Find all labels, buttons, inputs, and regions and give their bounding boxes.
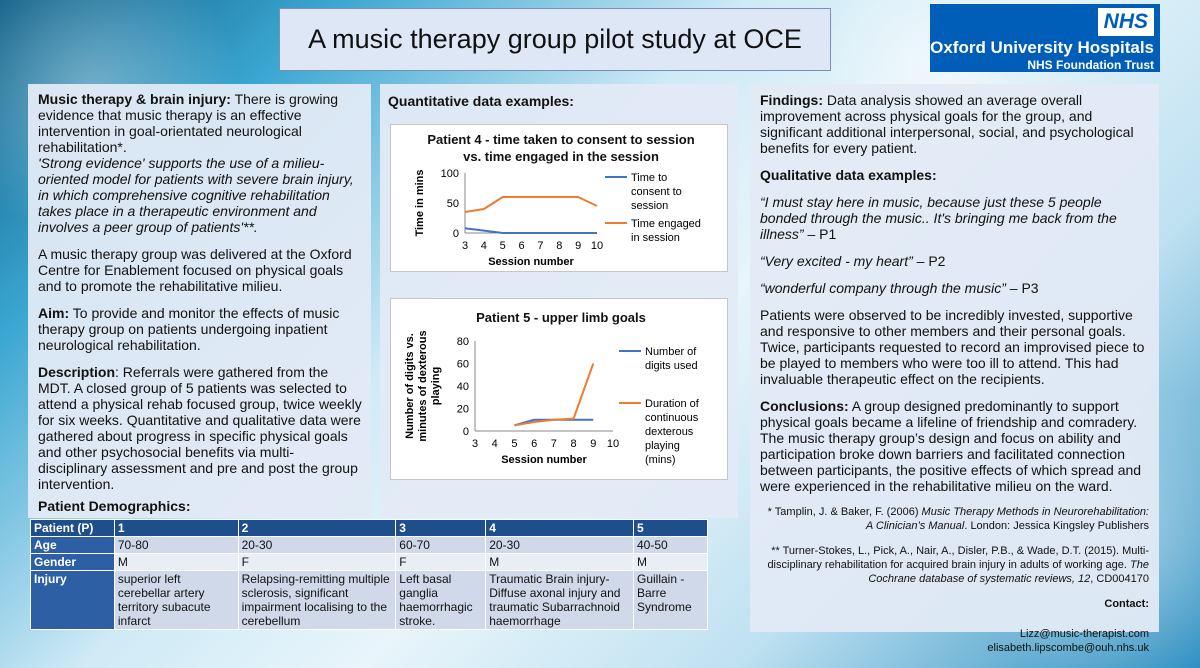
legend-label: Time to (631, 172, 668, 184)
series-line (465, 197, 597, 212)
table-cell: 70-80 (114, 537, 238, 554)
table-cell: 20-30 (486, 537, 634, 554)
quote-p3-attribution: – P3 (1005, 280, 1039, 296)
reference-1-authors: * Tamplin, J. & Baker, F. (2006) (767, 506, 922, 518)
quote-p2-attribution: – P2 (912, 253, 946, 269)
poster-title-box (279, 8, 831, 71)
findings-heading: Findings: (760, 92, 823, 108)
quote-p1-attribution: – P1 (803, 226, 837, 242)
reference-1-publisher: . London: Jessica Kingsley Publishers (964, 520, 1149, 532)
quantitative-heading-text: Quantitative data examples: (388, 93, 574, 109)
chart-patient4-svg (391, 125, 729, 273)
observed-paragraph: Patients were observed to be incredibly invested, supportive and responsive to other members and their personal goals. Twice, participants requested to record an improvised piece to be played to members who were too ill to attend. This had invaluable therapeutic effect on the recipients. (760, 307, 1145, 387)
description-text: : Referrals were gathered from the MDT. A closed group of 5 patients was selected to attend a physical rehab focused group, twice weekly for six weeks. Quantitative and qualitative data were gathered about progress in specific physical goals and other psychosocial benefits via multi-disciplinary assessment and pre and post the group intervention. (38, 364, 362, 492)
chart-patient5-svg (391, 299, 729, 481)
table-header-cell: 2 (238, 520, 396, 537)
email-link[interactable]: elisabeth.lipscombe@ouh.nhs.uk (987, 642, 1149, 654)
contact-heading: Contact: (1104, 598, 1149, 610)
aim-paragraph (38, 305, 363, 353)
x-tick-label: 9 (575, 240, 582, 252)
legend-label: consent to (631, 186, 682, 198)
legend-label: playing (645, 440, 680, 452)
description-heading: Description (38, 364, 116, 380)
nhs-logo: NHS (1098, 8, 1154, 36)
x-tick-label: 5 (499, 240, 506, 252)
y-tick-label: 20 (456, 403, 469, 416)
y-axis-label (414, 169, 426, 236)
qualitative-heading: Qualitative data examples: (760, 167, 937, 183)
poster-title: A music therapy group pilot study at OCE (308, 24, 802, 54)
y-tick-label: 60 (456, 358, 469, 371)
table-cell: 60-70 (396, 537, 486, 554)
x-tick-label: 8 (556, 240, 563, 252)
email-link[interactable]: Lizz@music-therapist.com (1019, 628, 1149, 640)
legend-label: session (631, 200, 669, 212)
x-tick-label: 8 (570, 438, 577, 450)
x-tick-label: 5 (511, 438, 518, 450)
quote-p1 (760, 194, 1149, 242)
demographics-table (30, 519, 708, 630)
table-cell: 40-50 (634, 537, 708, 554)
chart-title: Patient 4 - time taken to consent to session vs. time engaged in the session (427, 132, 695, 164)
table-header-row (31, 520, 708, 537)
table-row (31, 554, 708, 571)
x-tick-label: 3 (471, 438, 479, 450)
intro-quote: 'Strong evidence' supports the use of a milieu-oriented model for patients with severe brain injury, in which comprehensive cognitive rehabilitation takes place in a therapeutic environment and involves a peer group of patients'**. (38, 155, 354, 235)
series-line (465, 228, 597, 233)
legend-label: dexterous (645, 426, 694, 438)
table-cell: F (396, 554, 486, 571)
table-cell: M (486, 554, 634, 571)
quote-p1-text: “I must stay here in music, because just these 5 people bonded through the music.. It's bringing me back from the illness” (760, 194, 1117, 242)
y-axis-label-line: Number of digits vs. (404, 333, 416, 439)
legend-label: continuous (645, 412, 699, 424)
nhs-logo-block (930, 4, 1160, 72)
table-row (31, 537, 708, 554)
table-header-cell: 1 (114, 520, 238, 537)
x-tick-label: 3 (461, 240, 469, 252)
table-cell: 20-30 (238, 537, 396, 554)
row-label: Age (31, 537, 115, 554)
y-tick-label: 0 (452, 228, 459, 240)
x-tick-label: 7 (550, 438, 557, 450)
y-tick-label: 50 (446, 198, 459, 210)
table-cell: superior left cerebellar artery territory subacute infarct (114, 571, 238, 630)
legend-label: Duration of (645, 398, 699, 410)
table-cell: M (634, 554, 708, 571)
quantitative-panel (380, 84, 738, 518)
x-tick-label: 4 (480, 240, 487, 252)
findings-panel (750, 84, 1159, 654)
reference-1-title: Music Therapy Methods in Neurorehabilitation: A Clinician’s Manual (865, 506, 1149, 532)
y-tick-label: 0 (462, 426, 469, 438)
quote-p3 (760, 280, 1149, 296)
group-paragraph: A music therapy group was delivered at the Oxford Centre for Enablement focused on physical goals and to promote the rehabilitative milieu. (38, 246, 352, 294)
quantitative-heading (388, 93, 574, 109)
nhs-trust-name: NHS Foundation Trust (1027, 58, 1154, 72)
y-tick-label: 80 (456, 336, 469, 348)
description-paragraph (38, 364, 363, 492)
table-cell: Guillain - Barre Syndrome (634, 571, 708, 630)
x-tick-label: 6 (518, 240, 525, 252)
x-tick-label: 6 (531, 438, 538, 450)
table-row (31, 571, 708, 630)
table-header-cell: 5 (634, 520, 708, 537)
table-cell: Relapsing-remitting multiple sclerosis, significant impairment localising to the cerebellum (238, 571, 396, 630)
legend-label: digits used (645, 360, 698, 372)
quote-p3-text: “wonderful company through the music” (760, 280, 1006, 296)
legend-label: Time engaged (631, 218, 701, 230)
x-tick-label: 9 (590, 438, 597, 450)
legend-label: Number of (645, 346, 697, 358)
legend-label: (mins) (645, 454, 676, 466)
y-tick-label: 40 (456, 381, 469, 393)
series-line (514, 364, 593, 426)
intro-paragraph (38, 91, 363, 235)
y-axis-label-line: Time in mins (414, 169, 426, 237)
x-tick-label: 10 (606, 438, 620, 450)
aim-heading: Aim: (38, 305, 70, 321)
intro-text: There is growing evidence that music therapy is an effective intervention in goal-orientated neurological rehabilitation*. (38, 91, 339, 155)
findings-paragraph (760, 92, 1149, 156)
row-label: Injury (31, 571, 115, 630)
chart-title: Patient 5 - upper limb goals (476, 310, 646, 325)
table-cell: F (238, 554, 396, 571)
reference-2-id: , CD004170 (1090, 573, 1149, 585)
conclusions-heading: Conclusions: (760, 398, 849, 414)
y-tick-label: 100 (440, 168, 459, 180)
reference-1 (760, 505, 1149, 533)
table-header-cell: 3 (396, 520, 486, 537)
y-axis-label-line: minutes of dexterous (417, 330, 429, 442)
reference-2-authors: ** Turner-Stokes, L., Pick, A., Nair, A., Disler, P.B., & Wade, D.T. (2015). Multi-disciplinary rehabilitation for acquired brain injury in adults of working age. (767, 545, 1149, 571)
reference-2-title: The Cochrane database of systematic reviews, 12 (868, 559, 1149, 585)
table-header-cell: Patient (P) (31, 520, 115, 537)
x-axis-label: Session number (488, 256, 574, 268)
nhs-org-name: Oxford University Hospitals (930, 38, 1154, 57)
row-label: Gender (31, 554, 115, 571)
chart-patient5 (390, 298, 728, 480)
x-tick-label: 10 (590, 240, 604, 252)
findings-text: Data analysis showed an average overall improvement across physical goals for the group, and significant additional interpersonal, social, and psychological benefits for every patient. (760, 92, 1134, 156)
intro-heading: Music therapy & brain injury: (38, 91, 231, 107)
table-cell: Left basal ganglia haemorrhagic stroke. (396, 571, 486, 630)
chart-patient4 (390, 124, 728, 272)
conclusions-text: A group designed predominantly to support physical goals became a lifeline of friendship and comradery. The music therapy group’s design and focus on ability and participation broke down barriers and facilitated connection between participants, the positive effects of which spread and were experienced in the rehabilitative milieu on the ward. (760, 398, 1142, 494)
table-cell: M (114, 554, 238, 571)
reference-2 (760, 544, 1149, 586)
demographics-heading: Patient Demographics: (38, 498, 191, 514)
y-axis-label-line: playing (430, 366, 442, 406)
y-axis-label (404, 330, 442, 441)
legend-label: in session (631, 232, 680, 244)
x-tick-label: 7 (537, 240, 544, 252)
table-cell: Traumatic Brain injury- Diffuse axonal injury and traumatic Subarrachnoid haemorrhage (486, 571, 634, 630)
quote-p2-text: “Very excited - my heart” (760, 253, 913, 269)
conclusions-paragraph (760, 398, 1149, 494)
contact-emails (760, 627, 1149, 655)
quote-p2 (760, 253, 1149, 269)
aim-text: To provide and monitor the effects of music therapy group on patients undergoing inpatient neurological rehabilitation. (38, 305, 340, 353)
table-header-cell: 4 (486, 520, 634, 537)
intro-panel (28, 84, 371, 518)
x-axis-label: Session number (501, 454, 587, 466)
x-tick-label: 4 (491, 438, 498, 450)
